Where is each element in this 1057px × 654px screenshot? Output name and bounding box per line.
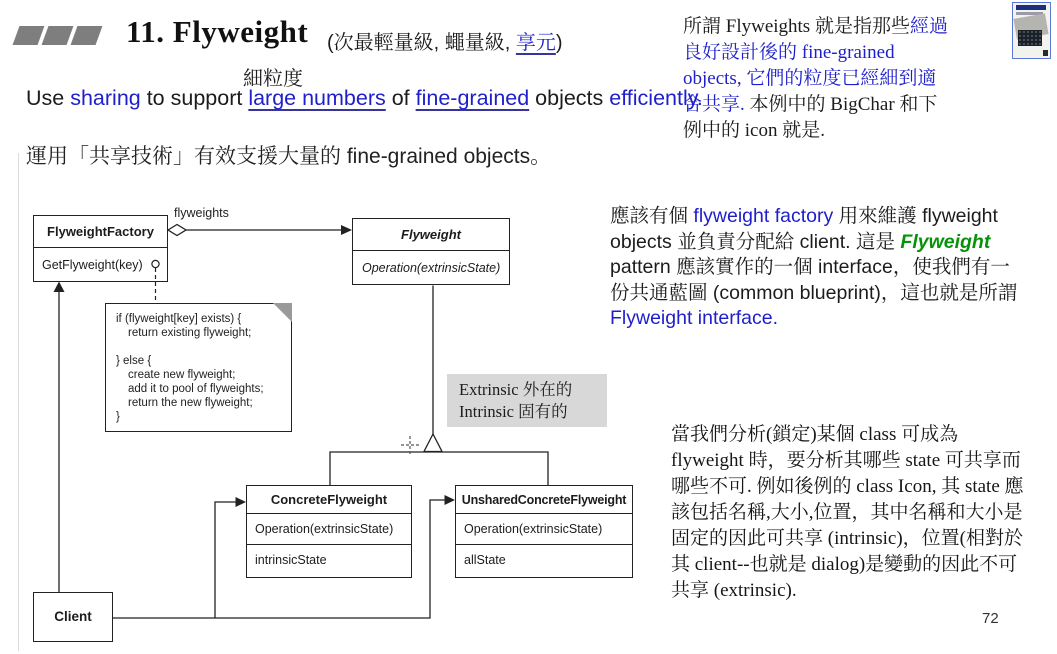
text-run: fine-grained <box>415 86 530 110</box>
page-number: 72 <box>982 610 999 627</box>
arrowhead-icon <box>445 495 456 505</box>
class-name: Client <box>54 609 92 624</box>
code-line: return existing flyweight; <box>128 327 252 339</box>
class-method: GetFlyweight(key) <box>42 257 143 272</box>
text-run: sharing <box>70 86 141 110</box>
book-cover-thumbnail <box>1012 2 1051 59</box>
class-name: Flyweight <box>353 219 509 251</box>
definition-english <box>26 86 703 111</box>
code-line: add it to pool of flyweights; <box>128 383 264 395</box>
code-line: if (flyweight[key] exists) { <box>116 313 242 325</box>
crosshair-cursor <box>401 436 419 454</box>
text-run: objects 並負責分配給 client. 這是 <box>610 230 901 253</box>
code-note <box>105 303 292 432</box>
text-run: Flyweight <box>900 230 991 253</box>
text-run: 良好設計後的 fine-grained <box>683 42 895 63</box>
text-run: 例中的 icon 就是. <box>683 120 825 141</box>
book-title-band <box>1016 5 1046 10</box>
client-factory-connector <box>54 282 65 593</box>
class-name: FlyweightFactory <box>34 216 167 248</box>
text-run: pattern 應該實作的一個 interface，使我們有一 <box>610 256 1010 278</box>
arrowhead-icon <box>54 282 65 293</box>
inheritance-triangle-icon <box>424 434 442 452</box>
subtitle-text: ) <box>555 32 563 54</box>
text-run: 合共享. <box>683 94 745 115</box>
uml-class-unsharedconcreteflyweight <box>455 485 633 578</box>
arrowhead-icon <box>236 497 247 507</box>
arrowhead-icon <box>341 225 352 235</box>
text-run: Flyweight interface. <box>610 307 778 329</box>
text-run: of <box>385 86 416 110</box>
text-run: 應該有個 <box>610 205 694 227</box>
text-run: 共享 (extrinsic). <box>671 580 797 601</box>
text-run: 該包括名稱,大小,位置，其中名稱和大小是 <box>671 502 1023 523</box>
class-name: UnsharedConcreteFlyweight <box>456 486 632 514</box>
class-name: ConcreteFlyweight <box>247 486 411 514</box>
subtitle-highlight: 享元 <box>515 32 556 54</box>
legend-line: Extrinsic 外在的 <box>459 380 573 399</box>
text-run: objects, 它們的粒度已經細到適 <box>683 68 937 89</box>
uml-class-flyweight <box>352 218 510 285</box>
text-run: 用來維護 flyweight <box>833 205 998 227</box>
code-line <box>116 340 287 354</box>
note-corner-fold-icon <box>273 303 292 322</box>
class-attribute: allState <box>464 553 506 567</box>
gray-square-icon <box>42 26 74 45</box>
book-pattern-image <box>1018 30 1042 46</box>
page-title: 11. Flyweight <box>126 14 309 49</box>
text-run: objects <box>529 86 610 110</box>
uml-class-flyweightfactory <box>33 215 168 282</box>
gray-square-icon <box>71 26 103 45</box>
text-run: flyweight factory <box>693 205 834 227</box>
text-run: 所謂 Flyweights 就是指那些 <box>683 16 910 37</box>
book-logo-mark <box>1043 50 1048 56</box>
text-run: flyweight 時，要分析其哪些 state 可共享而 <box>671 450 1021 471</box>
uml-class-client <box>33 592 113 642</box>
text-run: efficiently. <box>609 86 703 110</box>
flyweight-factory-paragraph <box>610 204 1017 332</box>
text-run: 份共通藍圖 (common blueprint)，這也就是所謂 <box>610 281 1018 304</box>
page-subtitle <box>327 26 563 55</box>
left-edge-divider <box>18 153 19 651</box>
association-label: flyweights <box>174 206 229 220</box>
uml-class-concreteflyweight <box>246 485 412 578</box>
code-line: } else { <box>116 355 152 367</box>
flyweights-intro-paragraph <box>683 14 948 144</box>
text-run: large numbers <box>248 86 386 110</box>
gray-square-icon <box>13 26 45 45</box>
code-line: create new flyweight; <box>128 369 236 381</box>
definition-chinese: 運用「共享技術」有效支援大量的 fine-grained objects。 <box>26 145 552 168</box>
text-run: 固定的因此可共享 (intrinsic)，位置(相對於 <box>671 528 1024 549</box>
code-line: return the new flyweight; <box>128 397 253 409</box>
code-line: } <box>116 411 120 423</box>
class-attribute: intrinsicState <box>255 553 327 567</box>
intrinsic-extrinsic-paragraph <box>671 422 1024 604</box>
text-run: Use <box>26 86 71 110</box>
text-run: 當我們分析(鎖定)某個 class 可成為 <box>671 424 959 445</box>
class-method: Operation(extrinsicState) <box>247 514 411 545</box>
extrinsic-intrinsic-legend <box>447 374 607 427</box>
class-method: Operation(extrinsicState) <box>456 514 632 545</box>
text-run: to support <box>140 86 249 110</box>
aggregation-diamond-icon <box>168 225 186 236</box>
aggregation-connector <box>168 225 352 236</box>
text-run: 哪些不可. 例如後例的 class Icon, 其 state 應 <box>671 476 1024 497</box>
class-method: Operation(extrinsicState) <box>362 260 501 275</box>
subtitle-text: (次最輕量級, 蠅量級, <box>327 32 516 54</box>
text-run: 其 client--也就是 dialog)是變動的因此不可 <box>671 554 1018 575</box>
text-run: 本例中的 BigChar 和下 <box>744 94 938 115</box>
text-run: 經過 <box>909 16 948 37</box>
fine-grained-annotation: 細粒度 <box>243 68 303 90</box>
legend-line: Intrinsic 固有的 <box>459 402 568 421</box>
